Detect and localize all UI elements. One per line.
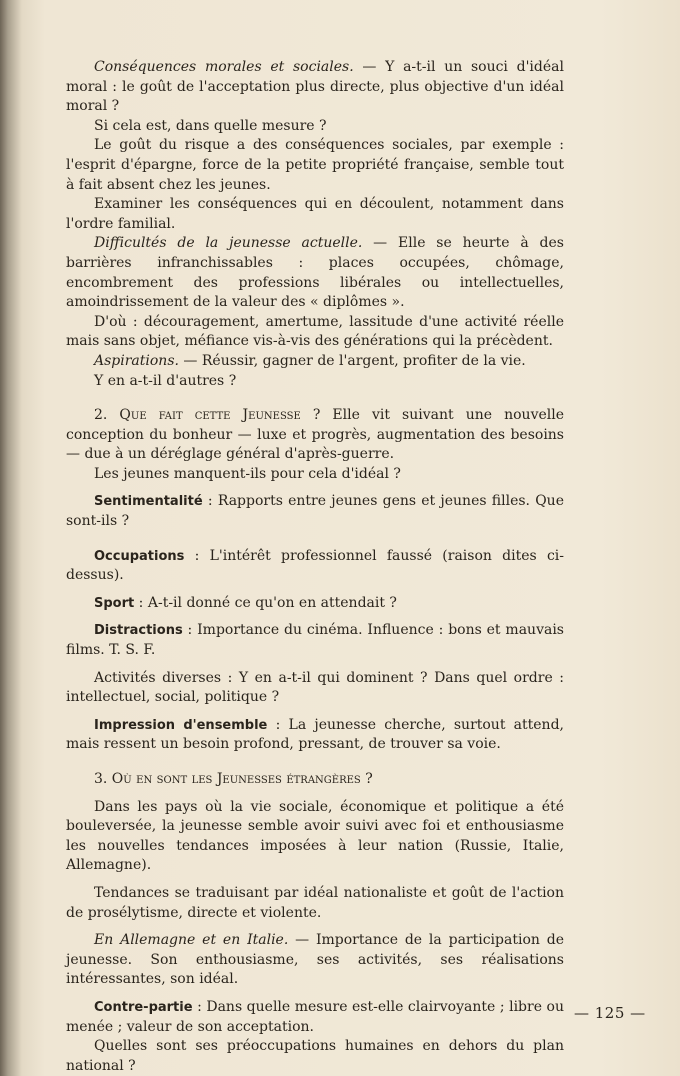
paragraph: Contre-partie : Dans quelle mesure est-elle clairvoyante ; libre ou menée ; valeur de son acceptation.	[66, 998, 564, 1035]
page-text	[66, 58, 564, 1076]
bold-label: Impression d'ensemble	[94, 717, 268, 733]
paragraph: Occupations : L'intérêt professionnel faussé (raison dites ci-dessus).	[66, 547, 564, 584]
paragraph: Activités diverses : Y en a-t-il qui dominent ? Dans quel ordre : intellectuel, social, politique ?	[66, 669, 564, 706]
paragraph: Sentimentalité : Rapports entre jeunes gens et jeunes filles. Que sont-ils ?	[66, 493, 564, 530]
paragraph: Y en a-t-il d'autres ?	[94, 372, 237, 389]
paragraph: Le goût du risque a des conséquences sociales, par exemple : l'esprit d'épargne, force de la petite propriété française, semble tout à fait absent chez les jeunes.	[66, 137, 564, 193]
paragraph: Les jeunes manquent-ils pour cela d'idéal ?	[94, 465, 401, 482]
page-number: — 125 —	[574, 1004, 646, 1022]
section-heading: 3. Où en sont les Jeunesses étrangères ?	[94, 771, 373, 787]
paragraph: Examiner les conséquences qui en découlent, notamment dans l'ordre familial.	[66, 196, 564, 232]
paragraph: Distractions : Importance du cinéma. Influence : bons et mauvais films. T. S. F.	[66, 622, 564, 659]
paragraph: Aspirations. — Réussir, gagner de l'argent, profiter de la vie.	[94, 352, 526, 369]
bold-label: Sentimentalité	[94, 494, 203, 510]
italic-label: En Allemagne et en Italie.	[94, 932, 289, 949]
paragraph: Quelles sont ses préoccupations humaines en dehors du plan national ?	[66, 1038, 564, 1074]
paragraph: Impression d'ensemble : La jeunesse cherche, surtout attend, mais ressent un besoin profond, pressant, de trouver sa voie.	[66, 716, 564, 753]
section-heading: 2. Que fait cette Jeunesse ?	[94, 407, 321, 424]
section-paragraph	[66, 770, 564, 790]
italic-label: Aspirations.	[94, 352, 179, 369]
paragraph: D'où : découragement, amertume, lassitude d'une activité réelle mais sans objet, méfiance vis-à-vis des générations qui la précèdent.	[66, 313, 564, 350]
bold-label: Distractions	[94, 623, 183, 639]
paragraph: Tendances se traduisant par idéal nationaliste et goût de l'action de prosélytisme, directe et violente.	[66, 884, 564, 921]
paragraph: Conséquences morales et sociales. — Y a-t-il un souci d'idéal moral : le goût de l'acceptation plus directe, plus objective d'un idéal moral ?	[66, 59, 564, 115]
italic-label: Difficultés de la jeunesse actuelle.	[94, 235, 363, 252]
bold-label: Contre-partie	[94, 999, 193, 1015]
paragraph: Difficultés de la jeunesse actuelle. — Elle se heurte à des barrières infranchissables : places occupées, chômage, encombrement des professions libérales ou intellectuelles, amoindrissement de la valeur des « diplômes ».	[66, 235, 564, 311]
paragraph: En Allemagne et en Italie. — Importance de la participation de jeunesse. Son enthousiasme, ses activités, ses réalisations intéressantes, son idéal.	[66, 932, 564, 988]
paragraph: Sport : A-t-il donné ce qu'on en attendait ?	[94, 594, 397, 611]
bold-label: Occupations	[94, 548, 185, 564]
paragraph: Si cela est, dans quelle mesure ?	[94, 117, 327, 134]
paragraph: Dans les pays où la vie sociale, économique et politique a été bouleversée, la jeunesse semble avoir suivi avec foi et enthousiasme les nouvelles tendances imposées à leur nation (Russie, Italie, Allemagne).	[66, 798, 564, 874]
bold-label: Sport	[94, 595, 135, 611]
section-paragraph: 2. Que fait cette Jeunesse ? Elle vit suivant une nouvelle conception du bonheur — luxe et progrès, augmentation des besoins — due à un déréglage général d'après-guerre.	[66, 407, 564, 463]
italic-label: Conséquences morales et sociales.	[94, 59, 354, 75]
